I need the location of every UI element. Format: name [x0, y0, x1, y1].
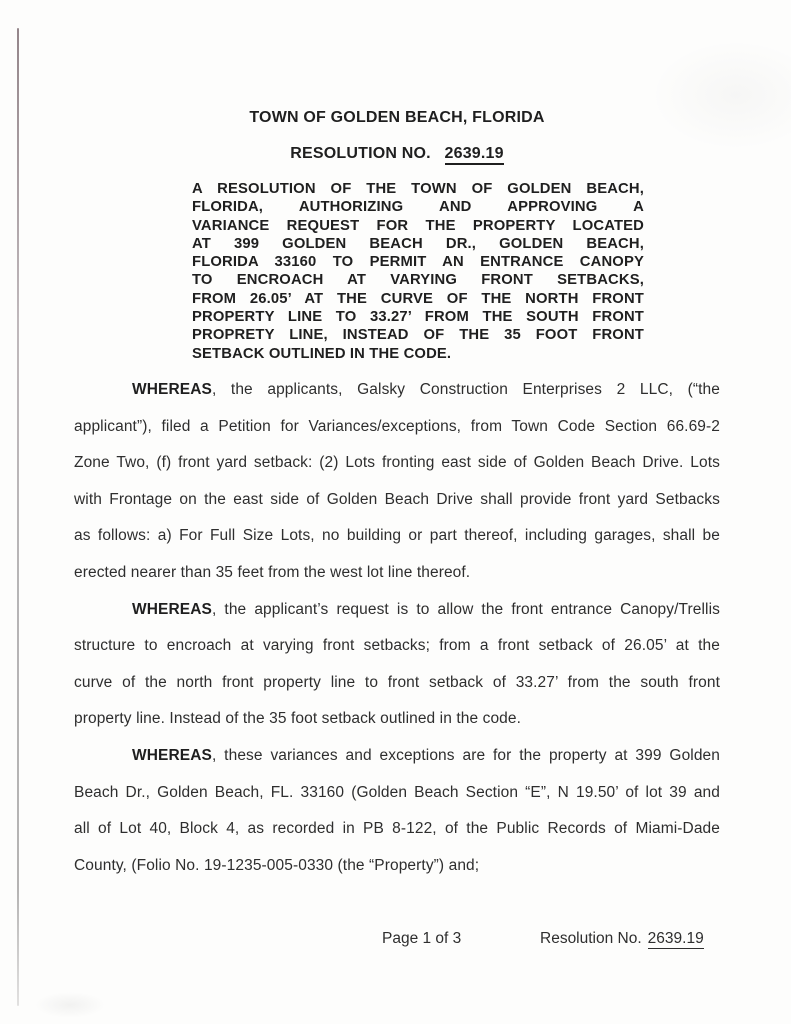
whereas-paragraph-2 — [74, 592, 720, 738]
caption-line: PROPRETY LINE, INSTEAD OF THE 35 FOOT FRONT — [192, 327, 644, 344]
caption-line: FROM 26.05’ AT THE CURVE OF THE NORTH FRONT — [192, 290, 644, 307]
text-line: property line. Instead of the 35 foot setback outlined in the code. — [74, 710, 522, 728]
text-run: , the applicants, Galsky Construction Enterprises 2 LLC, (“the — [211, 380, 720, 398]
whereas-paragraph-1 — [74, 372, 720, 592]
whereas-keyword: WHEREAS — [132, 746, 212, 764]
document-body — [74, 372, 720, 884]
footer-resolution-reference — [540, 929, 704, 949]
whereas-keyword: WHEREAS — [132, 600, 212, 618]
scan-artifact-line — [17, 28, 19, 1006]
resolution-number: 2639.19 — [445, 145, 504, 165]
text-line — [74, 372, 720, 409]
text-line: all of Lot 40, Block 4, as recorded in PB 8-122, of the Public Records of Miami-Dade — [74, 820, 720, 838]
text-run: , these variances and exceptions are for the property at 399 Golden — [211, 746, 720, 764]
caption-line: TO ENCROACH AT VARYING FRONT SETBACKS, — [192, 272, 644, 289]
document-title: TOWN OF GOLDEN BEACH, FLORIDA — [249, 109, 545, 126]
caption-line: PROPERTY LINE TO 33.27’ FROM THE SOUTH FRONT — [192, 309, 644, 326]
page-number-indicator: Page 1 of 3 — [382, 930, 462, 948]
whereas-keyword: WHEREAS — [132, 380, 212, 398]
text-line: County, (Folio No. 19-1235-005-0330 (the “Property”) and; — [74, 856, 480, 874]
page-footer — [74, 929, 720, 951]
text-line: structure to encroach at varying front setbacks; from a front setback of 26.05’ at the — [74, 637, 720, 655]
caption-line: SETBACK OUTLINED IN THE CODE. — [192, 345, 452, 362]
resolution-caption-block — [192, 180, 644, 363]
resolution-heading — [74, 144, 720, 164]
whereas-paragraph-3 — [74, 738, 720, 884]
text-line: applicant”), filed a Petition for Variances/exceptions, from Town Code Section 66.69-2 — [74, 417, 720, 435]
text-run: , the applicant’s request is to allow the front entrance Canopy/Trellis — [211, 600, 720, 618]
caption-line: VARIANCE REQUEST FOR THE PROPERTY LOCATED — [192, 217, 644, 234]
document-content — [74, 0, 720, 951]
text-line — [74, 592, 720, 629]
caption-line: FLORIDA 33160 TO PERMIT AN ENTRANCE CANOPY — [192, 254, 644, 271]
text-line: Beach Dr., Golden Beach, FL. 33160 (Golden Beach Section “E”, N 19.50’ of lot 39 and — [74, 783, 720, 801]
caption-line: AT 399 GOLDEN BEACH DR., GOLDEN BEACH, — [192, 235, 644, 252]
footer-resolution-label: Resolution No. — [540, 930, 642, 948]
text-line: with Frontage on the east side of Golden Beach Drive shall provide front yard Setbacks — [74, 490, 720, 508]
footer-resolution-number: 2639.19 — [647, 930, 704, 948]
caption-line: FLORIDA, AUTHORIZING AND APPROVING A — [192, 199, 644, 216]
text-line: curve of the north front property line to front setback of 33.27’ from the south front — [74, 673, 720, 691]
resolution-label: RESOLUTION NO. — [290, 145, 431, 162]
text-line — [74, 738, 720, 775]
text-line: erected nearer than 35 feet from the west lot line thereof. — [74, 563, 471, 581]
text-line: as follows: a) For Full Size Lots, no building or part thereof, including garages, shall be — [74, 527, 720, 545]
caption-line: A RESOLUTION OF THE TOWN OF GOLDEN BEACH, — [192, 181, 644, 197]
text-line: Zone Two, (f) front yard setback: (2) Lots fronting east side of Golden Beach Drive. Lots — [74, 454, 720, 472]
scan-smudge-bottom-left — [35, 992, 105, 1018]
